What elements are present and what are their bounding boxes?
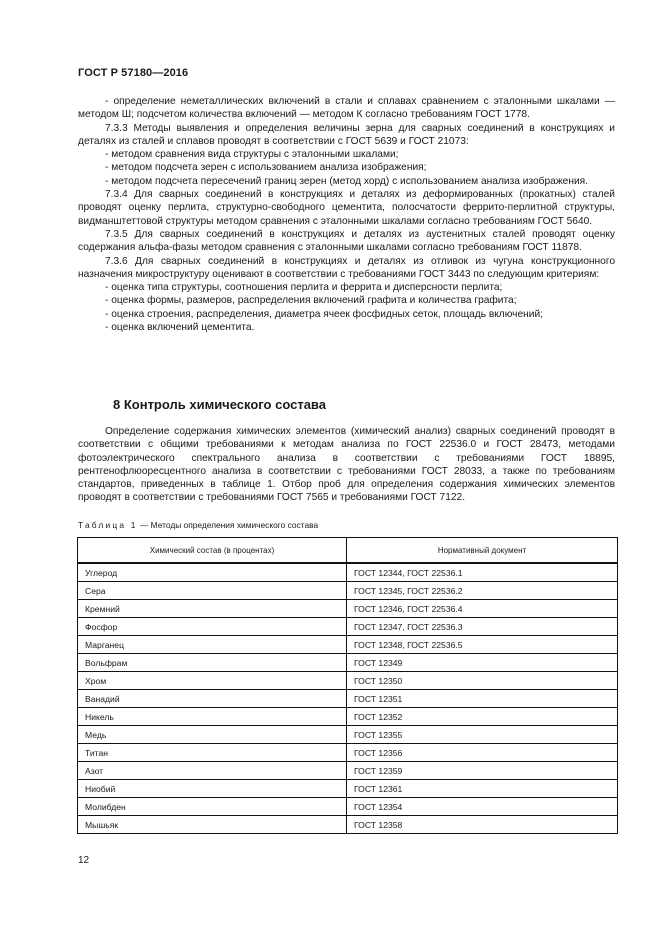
list-item: - оценка формы, размеров, распределения включений графита и количества графита;: [78, 294, 615, 307]
document-cell: ГОСТ 12359: [347, 762, 618, 780]
table-caption-label: Таблица 1: [78, 520, 138, 530]
list-item: - методом сравнения вида структуры с эталонными шкалами;: [78, 148, 615, 161]
document-cell: ГОСТ 12345, ГОСТ 22536.2: [347, 582, 618, 600]
paragraph-7-3-3: 7.3.3 Методы выявления и определения величины зерна для сварных соединений в конструкциях и деталях из сталей и сплавов проводят в соответствии с ГОСТ 5639 и ГОСТ 21073:: [78, 122, 615, 147]
chemical-methods-table: [77, 537, 618, 834]
column-header-composition: Химический состав (в процентах): [78, 538, 347, 564]
table-caption: [78, 520, 318, 530]
table-row: [78, 690, 618, 708]
element-cell: Фосфор: [78, 618, 347, 636]
document-cell: ГОСТ 12354: [347, 798, 618, 816]
list-item: - оценка включений цементита.: [78, 321, 615, 334]
table-row: [78, 618, 618, 636]
element-cell: Титан: [78, 744, 347, 762]
column-header-document: Нормативный документ: [347, 538, 618, 564]
table-row: [78, 744, 618, 762]
section-8-heading: 8 Контроль химического состава: [113, 397, 326, 412]
document-cell: ГОСТ 12351: [347, 690, 618, 708]
table-row: [78, 636, 618, 654]
table-row: [78, 816, 618, 834]
table-row: [78, 780, 618, 798]
element-cell: Молибден: [78, 798, 347, 816]
document-cell: ГОСТ 12350: [347, 672, 618, 690]
table-row: [78, 654, 618, 672]
element-cell: Никель: [78, 708, 347, 726]
element-cell: Вольфрам: [78, 654, 347, 672]
section-7-3-text: [78, 95, 615, 334]
document-cell: ГОСТ 12346, ГОСТ 22536.4: [347, 600, 618, 618]
paragraph-7-3-4: 7.3.4 Для сварных соединений в конструкциях и деталях из деформированных (прокатных) сталей проводят оценку перлита, структурно-свободного цементита, полосчатости феррито-перлитной структуры, видманштеттовой структуры методом сравнения с эталонными шкалами согласно требованиям ГОСТ 5640.: [78, 189, 615, 227]
document-cell: ГОСТ 12352: [347, 708, 618, 726]
list-item: - оценка типа структуры, соотношения перлита и феррита и дисперсности перлита;: [78, 281, 615, 294]
table-row: [78, 582, 618, 600]
element-cell: Хром: [78, 672, 347, 690]
element-cell: Ванадий: [78, 690, 347, 708]
section-8-paragraph: Определение содержания химических элементов (химический анализ) сварных соединений проводят в соответствии с общими требованиями к методам анализа по ГОСТ 22536.0 и ГОСТ 28473, методами фотоэлектрического спектрального анализа в соответствии с требованиями ГОСТ 18895, рентгенофлюоресцентного анализа в соответствии с требованиями ГОСТ 28033, а также по требованиям стандартов, приведенных в таблице 1. Отбор проб для определения содержания химических элементов проводят в соответствии с требованиями ГОСТ 7565 и требованиями ГОСТ 7122.: [78, 426, 615, 504]
element-cell: Азот: [78, 762, 347, 780]
list-item: - оценка строения, распределения, диаметра ячеек фосфидных сеток, площадь включений;: [78, 308, 615, 321]
table-row: [78, 600, 618, 618]
list-item: - методом подсчета пересечений границ зерен (метод хорд) с использованием анализа изображения.: [78, 175, 615, 188]
element-cell: Углерод: [78, 563, 347, 582]
element-cell: Сера: [78, 582, 347, 600]
element-cell: Кремний: [78, 600, 347, 618]
document-cell: ГОСТ 12348, ГОСТ 22536.5: [347, 636, 618, 654]
table-row: [78, 798, 618, 816]
table-row: [78, 563, 618, 582]
list-item: - методом подсчета зерен с использованием анализа изображения;: [78, 161, 615, 174]
document-cell: ГОСТ 12356: [347, 744, 618, 762]
table-row: [78, 726, 618, 744]
element-cell: Медь: [78, 726, 347, 744]
table-body: [78, 563, 618, 834]
document-cell: ГОСТ 12344, ГОСТ 22536.1: [347, 563, 618, 582]
document-cell: ГОСТ 12358: [347, 816, 618, 834]
paragraph-7-3-5: 7.3.5 Для сварных соединений в конструкциях и деталях из аустенитных сталей проводят оценку содержания альфа-фазы методом сравнения с эталонными шкалами согласно требованиям ГОСТ 11878.: [78, 228, 615, 254]
page-number: 12: [78, 855, 90, 866]
document-code-header: ГОСТ Р 57180—2016: [78, 67, 189, 79]
document-cell: ГОСТ 12355: [347, 726, 618, 744]
table-row: [78, 708, 618, 726]
table-row: [78, 762, 618, 780]
table-row: [78, 672, 618, 690]
document-cell: ГОСТ 12361: [347, 780, 618, 798]
element-cell: Ниобий: [78, 780, 347, 798]
list-item: - определение неметаллических включений в стали и сплавах сравнением с эталонными шкалами — методом Ш; подсчетом количества включений — методом К согласно требованиям ГОСТ 1778.: [78, 95, 615, 122]
table-caption-text: — Методы определения химического состава: [137, 520, 319, 530]
element-cell: Марганец: [78, 636, 347, 654]
table-header-row: [78, 538, 618, 564]
document-cell: ГОСТ 12347, ГОСТ 22536.3: [347, 618, 618, 636]
section-8-body: [78, 425, 615, 505]
document-cell: ГОСТ 12349: [347, 654, 618, 672]
paragraph-7-3-6: 7.3.6 Для сварных соединений в конструкциях и деталях из отливок из чугуна конструкционного назначения микроструктуру оценивают в соответствии с требованиями ГОСТ 3443 по следующим критериям:: [78, 255, 615, 280]
element-cell: Мышьяк: [78, 816, 347, 834]
